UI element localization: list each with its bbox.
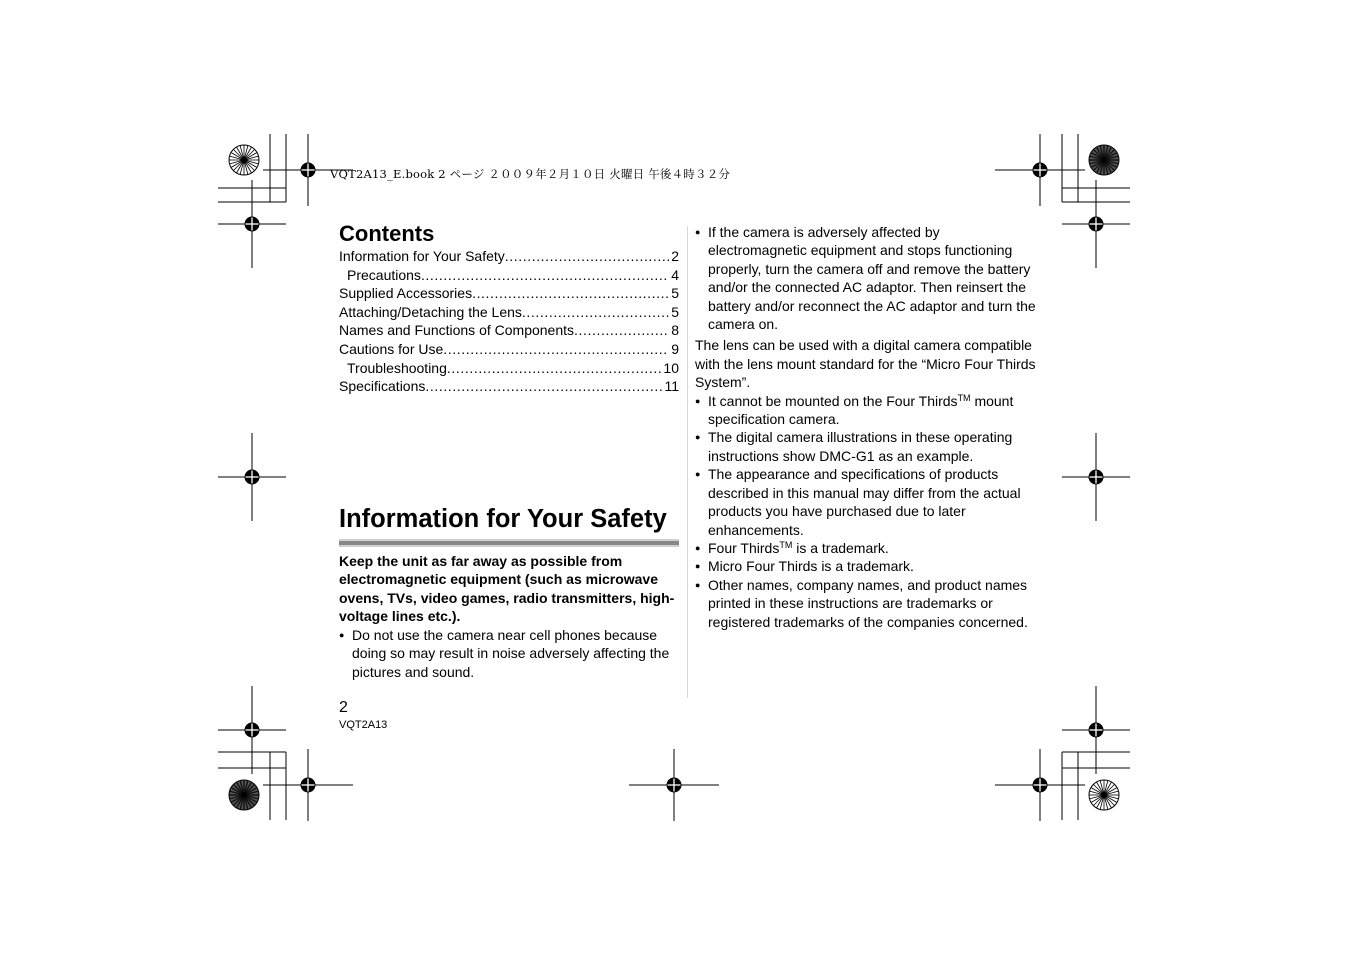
right-column xyxy=(695,223,1037,631)
bullet-appearance: ● The appearance and specifications of products described in this manual may differ from the actual products you have purchased due to later enhancements. xyxy=(695,465,1037,539)
toc-entry-components[interactable]: Names and Functions of Components ..... 8 xyxy=(339,322,679,341)
trademark-sup: TM xyxy=(779,539,793,550)
color-wheel-mark xyxy=(229,780,259,810)
registration-mark xyxy=(263,749,353,821)
contents-title: Contents xyxy=(339,221,435,246)
left-bullet-list xyxy=(339,626,681,681)
registration-mark xyxy=(218,180,286,268)
toc-entry-accessories[interactable]: Supplied Accessories ..... 5 xyxy=(339,285,679,304)
color-wheel-mark xyxy=(1089,780,1119,810)
contents-list xyxy=(339,248,679,397)
right-bullets-top xyxy=(695,223,1037,333)
column-divider xyxy=(687,226,688,698)
doc-code: VQT2A13 xyxy=(339,719,388,731)
safety-lead: Keep the unit as far away as possible from electromagnetic equipment (such as microwave ovens, TVs, video games, radio transmitters, high-voltage lines etc.). xyxy=(339,553,675,625)
registration-mark xyxy=(1062,433,1130,521)
trademark-sup: TM xyxy=(957,392,971,403)
bullet-other-trademarks: ● Other names, company names, and product names printed in these instructions are trademarks or registered trademarks of the companies concerned. xyxy=(695,576,1037,631)
registration-mark xyxy=(218,686,286,774)
page-number: 2 xyxy=(339,699,348,716)
toc-entry-precautions[interactable]: Precautions ..... 4 xyxy=(339,267,679,286)
registration-mark xyxy=(1062,686,1130,774)
toc-entry-specifications[interactable]: Specifications ..... 11 xyxy=(339,378,679,397)
toc-entry-troubleshooting[interactable]: Troubleshooting ..... 10 xyxy=(339,360,679,379)
bullet-mount: ● It cannot be mounted on the Four Thirds™ mount specification camera. xyxy=(695,392,1037,429)
bullet-four-thirds-tm: ● Four Thirds™ is a trademark. xyxy=(695,539,1037,557)
toc-entry-cautions[interactable]: Cautions for Use ..... 9 xyxy=(339,341,679,360)
color-wheel-mark xyxy=(1089,145,1119,175)
bullet-cell-phones: ● Do not use the camera near cell phones because doing so may result in noise adversely affecting the pictures and sound. xyxy=(339,626,681,681)
color-wheel-mark xyxy=(229,145,259,175)
print-header: VQT2A13_E.book 2 ページ ２００９年２月１０日 火曜日 午後４時３２分 xyxy=(330,167,731,181)
bullet-micro-four-thirds-tm: ● Micro Four Thirds is a trademark. xyxy=(695,557,1037,575)
bullet-illustrations: ● The digital camera illustrations in these operating instructions show DMC-G1 as an example. xyxy=(695,428,1037,465)
registration-mark xyxy=(218,433,286,521)
registration-mark xyxy=(629,749,719,821)
section-title: Information for Your Safety xyxy=(339,505,667,533)
registration-mark xyxy=(1062,180,1130,268)
registration-mark xyxy=(995,749,1085,821)
registration-mark xyxy=(995,134,1085,206)
toc-entry-lens[interactable]: Attaching/Detaching the Lens ..... 5 xyxy=(339,304,679,323)
section-title-underline xyxy=(339,539,679,547)
toc-entry-safety[interactable]: Information for Your Safety ..... 2 xyxy=(339,248,679,267)
right-bullets-bottom xyxy=(695,392,1037,631)
bullet-adverse-effect: ● If the camera is adversely affected by electromagnetic equipment and stops functioning properly, turn the camera off and remove the battery and/or the connected AC adaptor. Then reinsert the battery and/or reconnect the AC adaptor and turn the camera on. xyxy=(695,223,1037,333)
lens-compat-paragraph: The lens can be used with a digital camera compatible with the lens mount standard for the “Micro Four Thirds System”. xyxy=(695,337,1036,391)
